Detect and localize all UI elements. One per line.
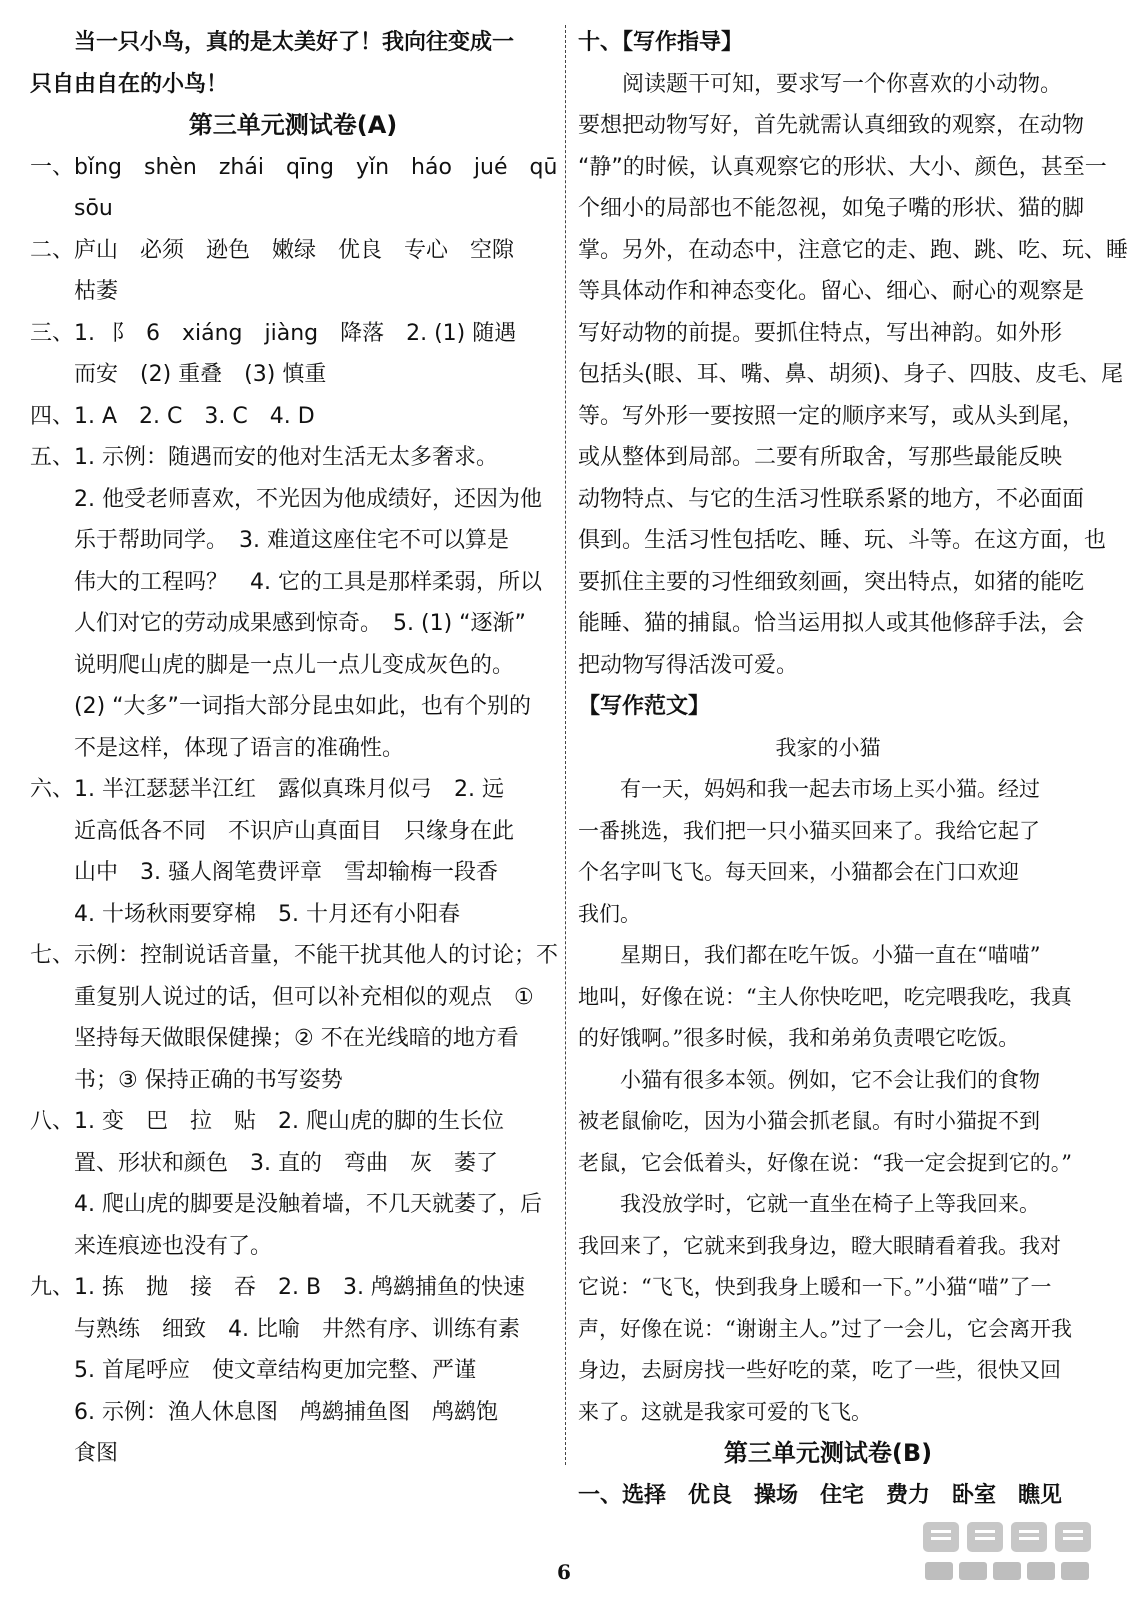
answer-line: 九、1. 拣 抛 接 吞 2. B 3. 鸬鹚捕鱼的快速 bbox=[30, 1275, 526, 1300]
answer-line: 而安 (2) 重叠 (3) 慎重 bbox=[30, 362, 327, 387]
guide-line: 包括头(眼、耳、嘴、鼻、胡须)、身子、四肢、皮毛、尾 bbox=[578, 362, 1124, 387]
answer-line: 山中 3. 骚人阁笔费评章 雪却输梅一段香 bbox=[30, 860, 498, 885]
answer-line: (2) “大多”一词指大部分昆虫如此，也有个别的 bbox=[30, 694, 531, 719]
watermark-logo bbox=[915, 1518, 1105, 1588]
answer-line: 人们对它的劳动成果感到惊奇。 5. (1) “逐渐” bbox=[30, 611, 526, 636]
answer-line: 食图 bbox=[30, 1441, 119, 1466]
essay-line: 被老鼠偷吃，因为小猫会抓老鼠。有时小猫捉不到 bbox=[578, 1109, 1040, 1133]
writing-guide-label: 十、【写作指导】 bbox=[578, 30, 744, 55]
answer-line: 坚持每天做眼保健操；② 不在光线暗的地方看 bbox=[30, 1026, 519, 1051]
essay-line: 有一天，妈妈和我一起去市场上买小猫。经过 bbox=[578, 777, 1040, 801]
essay-line: 我回来了，它就来到我身边，瞪大眼睛看着我。我对 bbox=[578, 1233, 1061, 1258]
guide-line: 俱到。生活习性包括吃、睡、玩、斗等。在这方面，也 bbox=[578, 528, 1107, 553]
guide-line: 阅读题干可知，要求写一个你喜欢的小动物。 bbox=[578, 71, 1063, 97]
essay-title: 我家的小猫 bbox=[775, 735, 881, 760]
essay-line: 它说：“飞飞，快到我身上暖和一下。”小猫“喵”了一 bbox=[578, 1275, 1052, 1299]
guide-line: 写好动物的前提。要抓住特点，写出神韵。如外形 bbox=[578, 320, 1063, 346]
essay-line: 我们。 bbox=[578, 901, 641, 926]
answer-line: 来连痕迹也没有了。 bbox=[30, 1233, 273, 1259]
section-heading-b: 第三单元测试卷(B) bbox=[723, 1439, 933, 1467]
answer-line: 五、1. 示例：随遇而安的他对生活无太多奢求。 bbox=[30, 445, 498, 470]
guide-line: 要抓住主要的习性细致刻画，突出特点，如猪的能吃 bbox=[578, 569, 1085, 595]
guide-line: 等具体动作和神态变化。留心、细心、耐心的观察是 bbox=[578, 279, 1085, 304]
guide-line: 个细小的局部也不能忽视，如兔子嘴的形状、猫的脚 bbox=[578, 196, 1085, 221]
essay-line: 身边，去厨房找一些好吃的菜，吃了一些，很快又回 bbox=[578, 1358, 1061, 1382]
answer-line: 四、1. A 2. C 3. C 4. D bbox=[30, 403, 315, 429]
right-column bbox=[578, 22, 1128, 1516]
column-divider bbox=[565, 25, 566, 1465]
answer-line: sōu bbox=[30, 196, 113, 221]
essay-line: 我没放学时，它就一直坐在椅子上等我回来。 bbox=[578, 1192, 1040, 1216]
section-b-first-line: 一、选择 优良 操场 住宅 费力 卧室 瞧见 bbox=[578, 1482, 1063, 1508]
answer-line: 一、bǐng shèn zhái qīng yǐn háo jué qū bbox=[30, 154, 558, 180]
guide-line: 等。写外形一要按照一定的顺序来写，或从头到尾， bbox=[578, 403, 1085, 429]
answer-line: 乐于帮助同学。 3. 难道这座住宅不可以算是 bbox=[30, 528, 509, 553]
section-heading-a: 第三单元测试卷(A) bbox=[188, 111, 398, 139]
intro-line-1: 当一只小鸟，真的是太美好了！我向往变成一 bbox=[30, 30, 515, 55]
answer-line: 七、示例：控制说话音量，不能干扰其他人的讨论；不 bbox=[30, 943, 559, 968]
guide-line: 掌。另外，在动态中，注意它的走、跑、跳、吃、玩、睡 bbox=[578, 237, 1128, 263]
essay-body bbox=[578, 769, 1078, 1433]
answer-line: 三、1. ⻏ 6 xiáng jiàng 降落 2. (1) 随遇 bbox=[30, 320, 517, 346]
answer-line: 近高低各不同 不识庐山真面目 只缘身在此 bbox=[30, 818, 515, 844]
answer-line: 伟大的工程吗？ 4. 它的工具是那样柔弱，所以 bbox=[30, 569, 542, 595]
answer-line: 5. 首尾呼应 使文章结构更加完整、严谨 bbox=[30, 1358, 476, 1383]
answer-line: 枯萎 bbox=[30, 279, 119, 304]
answer-line: 与熟练 细致 4. 比喻 井然有序、训练有素 bbox=[30, 1316, 520, 1342]
guide-line: 把动物写得活泼可爱。 bbox=[578, 652, 799, 678]
guide-line: 动物特点、与它的生活习性联系紧的地方，不必面面 bbox=[578, 486, 1085, 512]
answer-line: 说明爬山虎的脚是一点儿一点儿变成灰色的。 bbox=[30, 652, 515, 678]
answer-line: 4. 爬山虎的脚要是没触着墙，不几天就萎了，后 bbox=[30, 1192, 542, 1217]
answer-line: 二、庐山 必须 逊色 嫩绿 优良 专心 空隙 bbox=[30, 237, 515, 263]
answer-line: 八、1. 变 巴 拉 贴 2. 爬山虎的脚的生长位 bbox=[30, 1109, 504, 1134]
guide-line: 要想把动物写好，首先就需认真细致的观察，在动物 bbox=[578, 113, 1085, 138]
answer-line: 4. 十场秋雨要穿棉 5. 十月还有小阳春 bbox=[30, 901, 460, 927]
answer-line: 重复别人说过的话，但可以补充相似的观点 ① bbox=[30, 984, 534, 1010]
essay-line: 地叫，好像在说：“主人你快吃吧，吃完喂我吃，我真 bbox=[578, 984, 1072, 1009]
answer-line: 2. 他受老师喜欢，不光因为他成绩好，还因为他 bbox=[30, 486, 542, 512]
writing-guide-text bbox=[578, 64, 1128, 687]
essay-line: 一番挑选，我们把一只小猫买回来了。我给它起了 bbox=[578, 818, 1040, 843]
essay-line: 声，好像在说：“谢谢主人。”过了一会儿，它会离开我 bbox=[578, 1316, 1072, 1341]
essay-line: 来了。这就是我家可爱的飞飞。 bbox=[578, 1399, 872, 1424]
intro-line-2: 只自由自在的小鸟！ bbox=[30, 71, 229, 97]
essay-line: 小猫有很多本领。例如，它不会让我们的食物 bbox=[578, 1067, 1040, 1092]
essay-line: 个名字叫飞飞。每天回来，小猫都会在门口欢迎 bbox=[578, 860, 1019, 884]
essay-line: 老鼠，它会低着头，好像在说：“我一定会捉到它的。” bbox=[578, 1150, 1072, 1175]
page-number: 6 bbox=[557, 1560, 571, 1584]
answer-lines bbox=[30, 147, 559, 1475]
sample-essay-label: 【写作范文】 bbox=[578, 694, 711, 719]
answer-line: 置、形状和颜色 3. 直的 弯曲 灰 萎了 bbox=[30, 1150, 498, 1176]
guide-line: 或从整体到局部。二要有所取舍，写那些最能反映 bbox=[578, 445, 1063, 470]
guide-line: 能睡、猫的捕鼠。恰当运用拟人或其他修辞手法，会 bbox=[578, 611, 1085, 636]
essay-line: 的好饿啊。”很多时候，我和弟弟负责喂它吃饭。 bbox=[578, 1026, 1020, 1050]
answer-line: 六、1. 半江瑟瑟半江红 露似真珠月似弓 2. 远 bbox=[30, 777, 504, 802]
answer-line: 不是这样，体现了语言的准确性。 bbox=[30, 735, 405, 761]
essay-line: 星期日，我们都在吃午饭。小猫一直在“喵喵” bbox=[578, 943, 1041, 967]
answer-line: 书；③ 保持正确的书写姿势 bbox=[30, 1067, 343, 1093]
guide-line: “静”的时候，认真观察它的形状、大小、颜色，甚至一 bbox=[578, 154, 1107, 180]
answer-line: 6. 示例：渔人休息图 鸬鹚捕鱼图 鸬鹚饱 bbox=[30, 1399, 498, 1425]
left-column bbox=[30, 22, 559, 1475]
